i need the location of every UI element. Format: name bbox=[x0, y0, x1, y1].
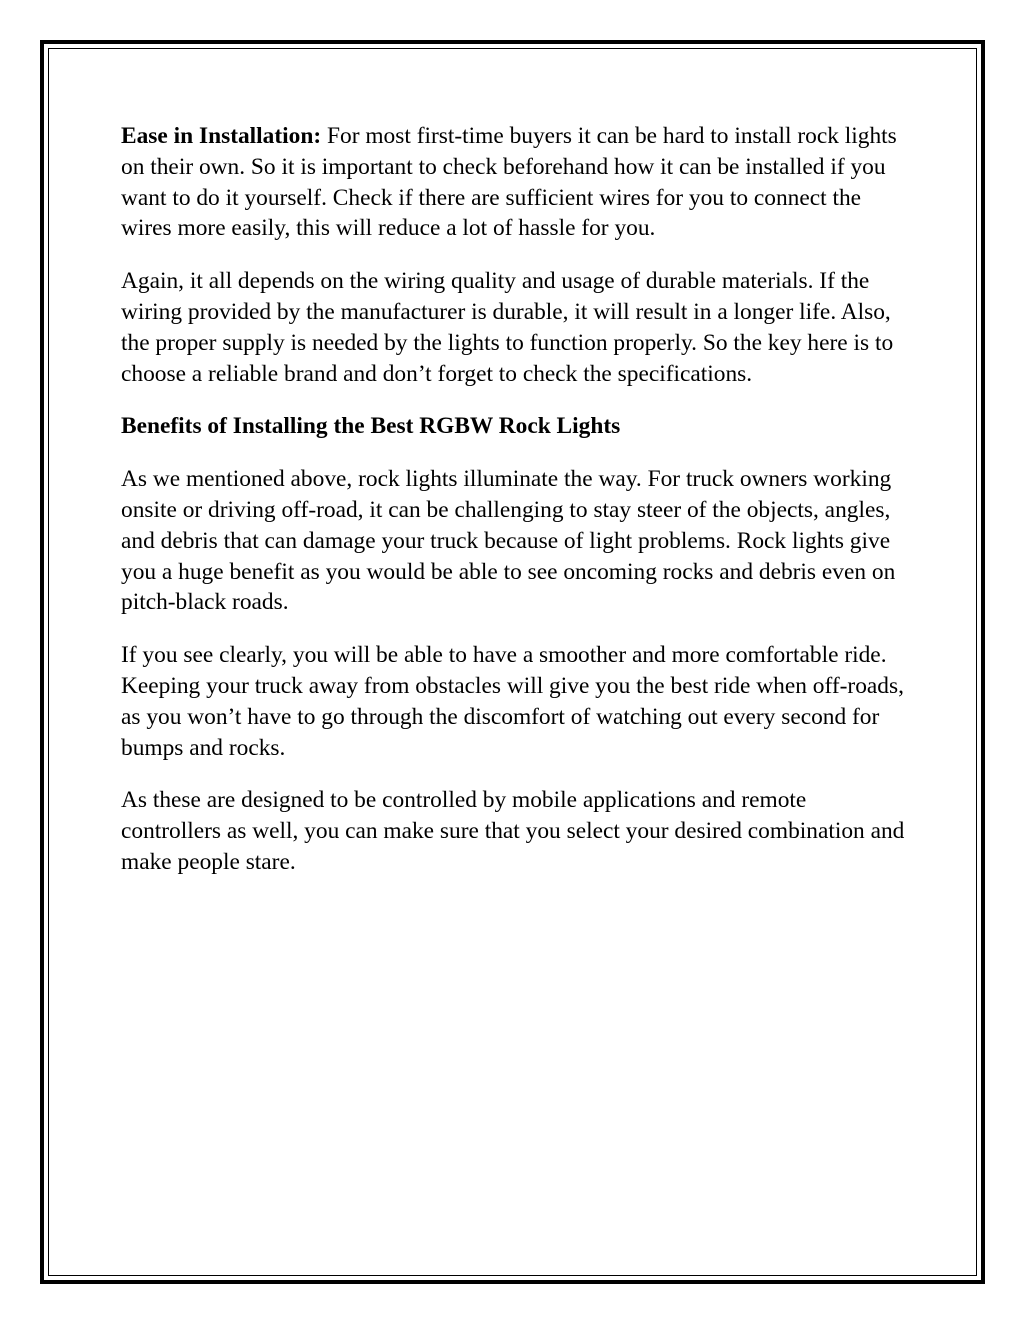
paragraph-wiring-quality: Again, it all depends on the wiring quality and usage of durable materials. If the wiring provided by the manufacturer is durable, it will result in a longer life. Also, the proper supply is needed by the lights to function properly. So the key here is to choose a reliable brand and don’t forget to check the specifications. bbox=[121, 268, 894, 387]
document-body bbox=[121, 121, 911, 900]
paragraph-illuminate: As we mentioned above, rock lights illuminate the way. For truck owners working onsite or driving off-road, it can be challenging to stay steer of the objects, angles, and debris that can damage your truck because of light problems. Rock lights give you a huge benefit as you would be able to see oncoming rocks and debris even on pitch-black roads. bbox=[121, 466, 896, 616]
paragraph-mobile-control: As these are designed to be controlled by mobile applications and remote controllers as well, you can make sure that you select your desired combination and make people stare. bbox=[121, 787, 905, 875]
section-heading: Benefits of Installing the Best RGBW Rock Lights bbox=[121, 413, 621, 440]
paragraph-smoother-ride: If you see clearly, you will be able to have a smoother and more comfortable ride. Keeping your truck away from obstacles will give you the best ride when off-roads, as you won’t have to go through the discomfort of watching out every second for bumps and rocks. bbox=[121, 642, 904, 761]
paragraph-lead: Ease in Installation: bbox=[121, 123, 322, 149]
paragraph-text: For most first-time buyers it can be hard to install rock lights on their own. So it is important to check beforehand how it can be installed if you want to do it yourself. Check if there are sufficient wires for you to connect the wires more easily, this will reduce a lot of hassle for you. bbox=[121, 123, 897, 242]
paragraph-ease-installation bbox=[121, 121, 911, 244]
